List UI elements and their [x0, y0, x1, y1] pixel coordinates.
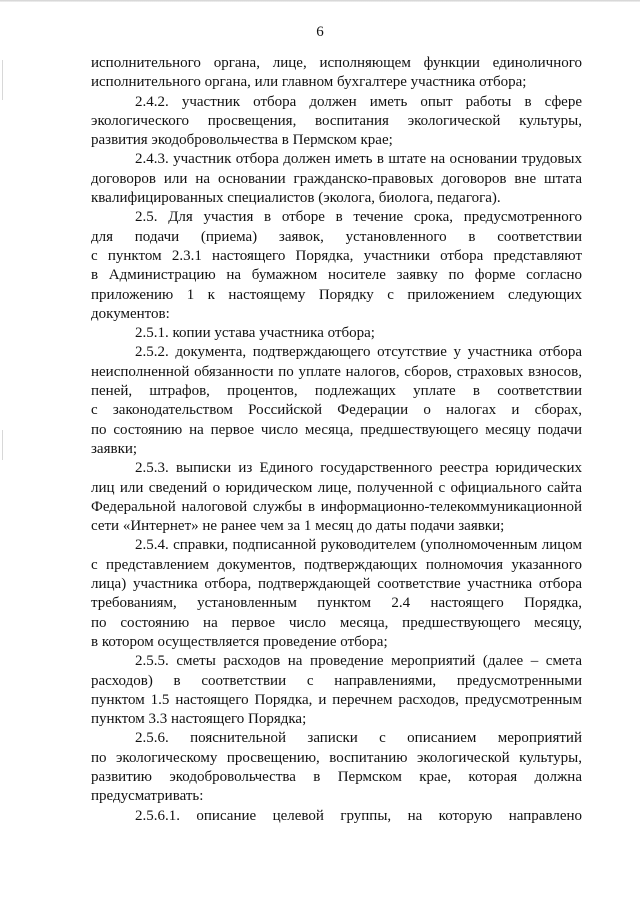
text-line: пунктом 1.5 настоящего Порядка, и перечнем расходов, предусмотренным	[91, 691, 582, 708]
paragraph-p-cont	[91, 54, 582, 93]
text-line: Федеральной налоговой службы в информационно-телекоммуникационной	[91, 498, 582, 515]
text-line: с представлением документов, подтверждающих полномочия указанного	[91, 556, 582, 573]
text-line: развитию экодобровольчества в Пермском крае, которая должна	[91, 768, 582, 785]
scan-margin-mark	[2, 430, 3, 460]
text-line: пунктом 3.3 настоящего Порядка;	[91, 711, 307, 728]
text-line: квалифицированных специалистов (эколога, биолога, педагога).	[91, 190, 501, 207]
paragraph-p-2-4-2	[91, 93, 582, 151]
text-line: развития экодобровольчества в Пермском крае;	[91, 132, 393, 149]
paragraph-p-2-4-3	[91, 150, 582, 208]
text-line: заявки;	[91, 440, 138, 457]
text-line: 2.5.5. сметы расходов на проведение мероприятий (далее – смета	[135, 653, 582, 670]
paragraph-p-2-5-5	[91, 652, 582, 729]
text-line: по состоянию на первое число месяца, предшествующего месяцу,	[91, 614, 582, 631]
text-line: по состоянию на первое число месяца, предшествующего месяцу подачи	[91, 421, 582, 438]
paragraph-p-2-5-2	[91, 343, 582, 459]
page-number: 6	[316, 24, 324, 40]
scan-margin-mark	[2, 60, 3, 100]
text-line: договоров или на основании гражданско-правовых договоров вне штата	[91, 170, 582, 187]
text-line: экологического просвещения, воспитания экологической культуры,	[91, 112, 582, 129]
text-line: документов:	[91, 305, 170, 322]
paragraph-p-2-5-4	[91, 536, 582, 652]
text-line: 2.5.3. выписки из Единого государственного реестра юридических	[135, 460, 582, 477]
text-line: предусматривать:	[91, 788, 204, 805]
paragraph-p-2-5-1	[91, 324, 582, 343]
paragraph-p-2-5-3	[91, 459, 582, 536]
text-line: 2.5.2. документа, подтверждающего отсутствие у участника отбора	[135, 344, 582, 361]
text-line: 2.4.3. участник отбора должен иметь в штате на основании трудовых	[135, 151, 582, 168]
paragraph-p-2-5-6-1	[91, 807, 582, 826]
text-line: 2.4.2. участник отбора должен иметь опыт работы в сфере	[135, 93, 582, 110]
text-line: приложению 1 к настоящему Порядку с приложением следующих	[91, 286, 582, 303]
text-line: с законодательством Российской Федерации о налогах и сборах,	[91, 402, 582, 419]
paragraph-p-2-5	[91, 208, 582, 324]
text-line: сети «Интернет» не ранее чем за 1 месяц до даты подачи заявки;	[91, 518, 505, 535]
text-line: пеней, штрафов, процентов, подлежащих уплате в соответствии	[91, 383, 582, 400]
text-line: требованиям, установленным пунктом 2.4 настоящего Порядка,	[91, 595, 582, 612]
text-line: лица) участника отбора, подтверждающей соответствие участника отбора	[91, 576, 582, 593]
text-line: с пунктом 2.3.1 настоящего Порядка, участники отбора представляют	[91, 247, 582, 264]
text-line: 2.5.6.1. описание целевой группы, на которую направлено	[135, 807, 582, 824]
text-line: по экологическому просвещению, воспитанию экологической культуры,	[91, 749, 582, 766]
text-line: в котором осуществляется проведение отбора;	[91, 633, 388, 650]
text-line: лиц или сведений о юридическом лице, полученной с официального сайта	[91, 479, 582, 496]
text-line: 2.5.6. пояснительной записки с описанием мероприятий	[135, 730, 582, 747]
text-line: исполнительного органа, или главном бухгалтере участника отбора;	[91, 74, 527, 91]
text-line: исполнительного органа, лице, исполняющем функции единоличного	[91, 55, 582, 71]
text-line: 2.5. Для участия в отборе в течение срока, предусмотренного	[135, 209, 582, 226]
text-line: неисполненной обязанности по уплате налогов, сборов, страховых взносов,	[91, 363, 582, 380]
page-top-edge	[0, 0, 640, 2]
paragraph-p-2-5-6	[91, 729, 582, 806]
text-line: 2.5.1. копии устава участника отбора;	[135, 325, 375, 342]
text-line: расходов) в соответствии с направлениями, предусмотренными	[91, 672, 582, 689]
text-line: в Администрацию на бумажном носителе заявку по форме согласно	[91, 267, 582, 284]
text-line: для подачи (приема) заявок, установленного в соответствии	[91, 228, 582, 245]
document-body	[91, 54, 582, 826]
text-line: 2.5.4. справки, подписанной руководителем (уполномоченным лицом	[135, 537, 582, 554]
